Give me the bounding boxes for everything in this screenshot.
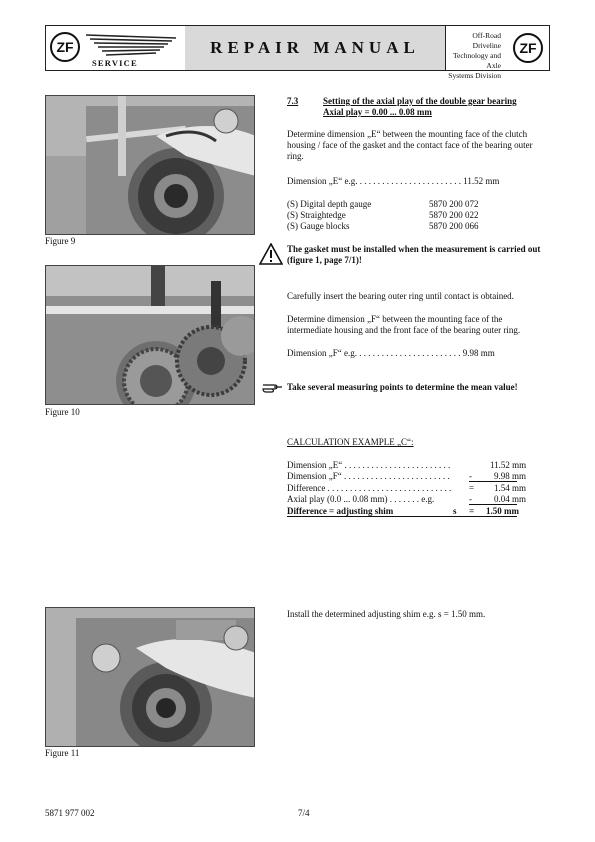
tool-list	[287, 199, 549, 232]
division-block	[445, 26, 549, 80]
depth-gauge-measurement-image	[46, 96, 255, 235]
section-number: 7.3	[287, 96, 299, 106]
list-item: (S) Digital depth gauge 5870 200 072	[287, 199, 479, 209]
paragraph-insert-ring: Carefully insert the bearing outer ring until contact is obtained.	[287, 291, 514, 301]
page-header	[45, 25, 550, 80]
paragraph-dimension-e: Determine dimension „E“ between the mounting face of the clutch housing / face of the gasket and the contact face of the bearing outer ring.	[287, 129, 533, 161]
install-shim-text: Install the determined adjusting shim e.g. s = 1.50 mm.	[287, 609, 486, 619]
zf-logo-icon: ZF	[50, 32, 80, 62]
shim-install-image	[46, 608, 255, 747]
zf-logo-icon: ZF	[513, 33, 543, 63]
section-title: Setting of the axial play of the double gear bearing	[323, 96, 517, 106]
document-number: 5871 977 002	[45, 808, 95, 818]
list-item: (S) Gauge blocks 5870 200 066	[287, 221, 479, 231]
division-name: Off-Road Driveline Technology and Axle Systems Division	[448, 31, 501, 80]
note-text: Take several measuring points to determine the mean value!	[287, 382, 518, 392]
warning-text: The gasket must be installed when the measurement is carried out (figure 1, page 7/1)!	[287, 244, 541, 265]
figure-11-photo	[45, 607, 255, 747]
gear-measurement-image	[46, 266, 255, 405]
calculation-title: CALCULATION EXAMPLE „C“:	[287, 437, 414, 447]
dimension-e-value: Dimension „E“ e.g. . . . . . . . . . . . . . . . . . . . . . . . 11.52 mm	[287, 176, 500, 186]
figure-9-photo	[45, 95, 255, 235]
warning-icon	[259, 243, 283, 265]
pointing-hand-icon	[262, 381, 284, 393]
section-heading	[287, 96, 549, 118]
dimension-f-value: Dimension „F“ e.g. . . . . . . . . . . . . . . . . . . . . . . . 9.98 mm	[287, 348, 495, 358]
figure-10-photo	[45, 265, 255, 405]
manual-title: REPAIR MANUAL	[185, 26, 446, 70]
speed-lines-icon	[84, 32, 180, 56]
service-label: SERVICE	[92, 58, 138, 68]
page-number: 7/4	[298, 808, 310, 818]
figure-10-caption: Figure 10	[45, 407, 80, 417]
figure-11-caption: Figure 11	[45, 748, 80, 758]
zf-service-logo	[46, 26, 186, 70]
list-item: (S) Straightedge 5870 200 022	[287, 210, 479, 220]
figure-9-caption: Figure 9	[45, 236, 76, 246]
section-subtitle: Axial play = 0.00 ... 0.08 mm	[323, 107, 432, 117]
paragraph-dimension-f: Determine dimension „F“ between the mounting face of the intermediate housing and the front face of the bearing outer ring.	[287, 314, 521, 335]
